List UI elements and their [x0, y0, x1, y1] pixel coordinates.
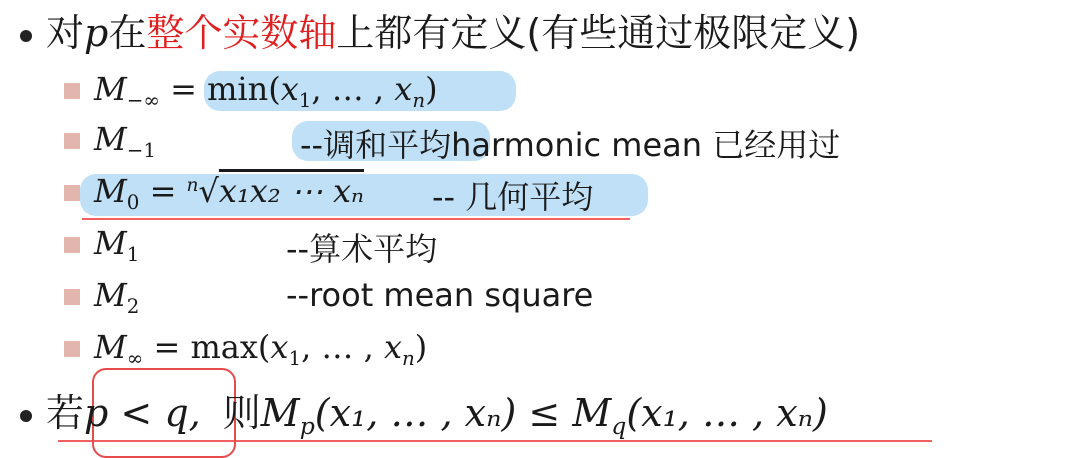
emphasis-real-axis: 整个实数轴: [146, 11, 337, 55]
main-bullet-domain: [20, 2, 860, 57]
dots: , … ,: [311, 70, 395, 108]
x: x: [280, 70, 299, 108]
underline-geometric: [82, 218, 630, 220]
symbol-m: M: [94, 70, 127, 108]
list-item-m-zero: [64, 172, 364, 214]
symbol-m: M: [260, 391, 300, 435]
subscript: 1: [298, 88, 312, 112]
bullet-square: [64, 237, 80, 253]
text: 若: [46, 391, 85, 435]
x: x: [270, 328, 289, 366]
subscript: n: [412, 88, 426, 112]
dots: , … ,: [301, 328, 384, 366]
text: 上都有定义(有些通过极限定义): [336, 11, 861, 55]
symbol-m: M: [94, 172, 127, 210]
x: x: [394, 70, 413, 108]
bullet-square: [64, 83, 80, 99]
symbol-m: M: [572, 391, 612, 435]
bullet-square: [64, 341, 80, 357]
args: (x₁, … , xₙ): [626, 391, 828, 435]
subscript: n: [401, 346, 415, 370]
subscript: 1: [126, 242, 140, 266]
bullet-square: [64, 289, 80, 305]
text: 则: [222, 391, 261, 435]
formula: = min(: [159, 70, 281, 108]
subscript: 1: [288, 346, 302, 370]
bullet-dot: [20, 410, 32, 422]
main-bullet-inequality: [20, 382, 828, 441]
args: (x₁, … , xₙ): [314, 391, 517, 435]
bullet-square: [64, 185, 80, 201]
paren: ): [414, 328, 428, 366]
x: x: [383, 328, 402, 366]
symbol-m: M: [94, 276, 127, 314]
subscript: −∞: [126, 88, 160, 112]
symbol-m: M: [94, 328, 127, 366]
subscript: p: [299, 412, 315, 441]
list-item-m-inf: [64, 328, 428, 370]
subscript: 0: [126, 190, 140, 214]
radical-sign: √: [198, 172, 219, 210]
comment-geometric: -- 几何平均: [432, 178, 594, 216]
formula: = max(: [143, 328, 271, 366]
condition: p < q,: [84, 391, 201, 435]
paren: ): [425, 70, 438, 108]
root-index: n: [186, 174, 199, 196]
subscript: q: [611, 412, 627, 441]
list-item-m-one: [64, 224, 140, 266]
list-item-m-two: [64, 276, 140, 318]
symbol-m: M: [94, 224, 127, 262]
symbol-m: M: [94, 120, 127, 158]
subscript: ∞: [126, 346, 144, 370]
subscript: 2: [126, 294, 140, 318]
relation: ≤: [516, 391, 573, 435]
bullet-dot: [20, 30, 32, 42]
subscript: −1: [126, 138, 156, 162]
list-item-m-neg-one: [64, 120, 156, 162]
radicand: x₁x₂ ⋯ xₙ: [218, 172, 364, 210]
list-item-m-neg-inf: [64, 70, 438, 112]
text: 对: [46, 11, 85, 55]
equals: =: [139, 172, 187, 210]
bullet-square: [64, 133, 80, 149]
text: 在: [108, 11, 147, 55]
comment-arithmetic: --算术平均: [286, 230, 438, 268]
comment-rms: --root mean square: [286, 276, 594, 314]
var-p: p: [84, 11, 109, 55]
comment-harmonic: --调和平均harmonic mean 已经用过: [300, 126, 841, 164]
